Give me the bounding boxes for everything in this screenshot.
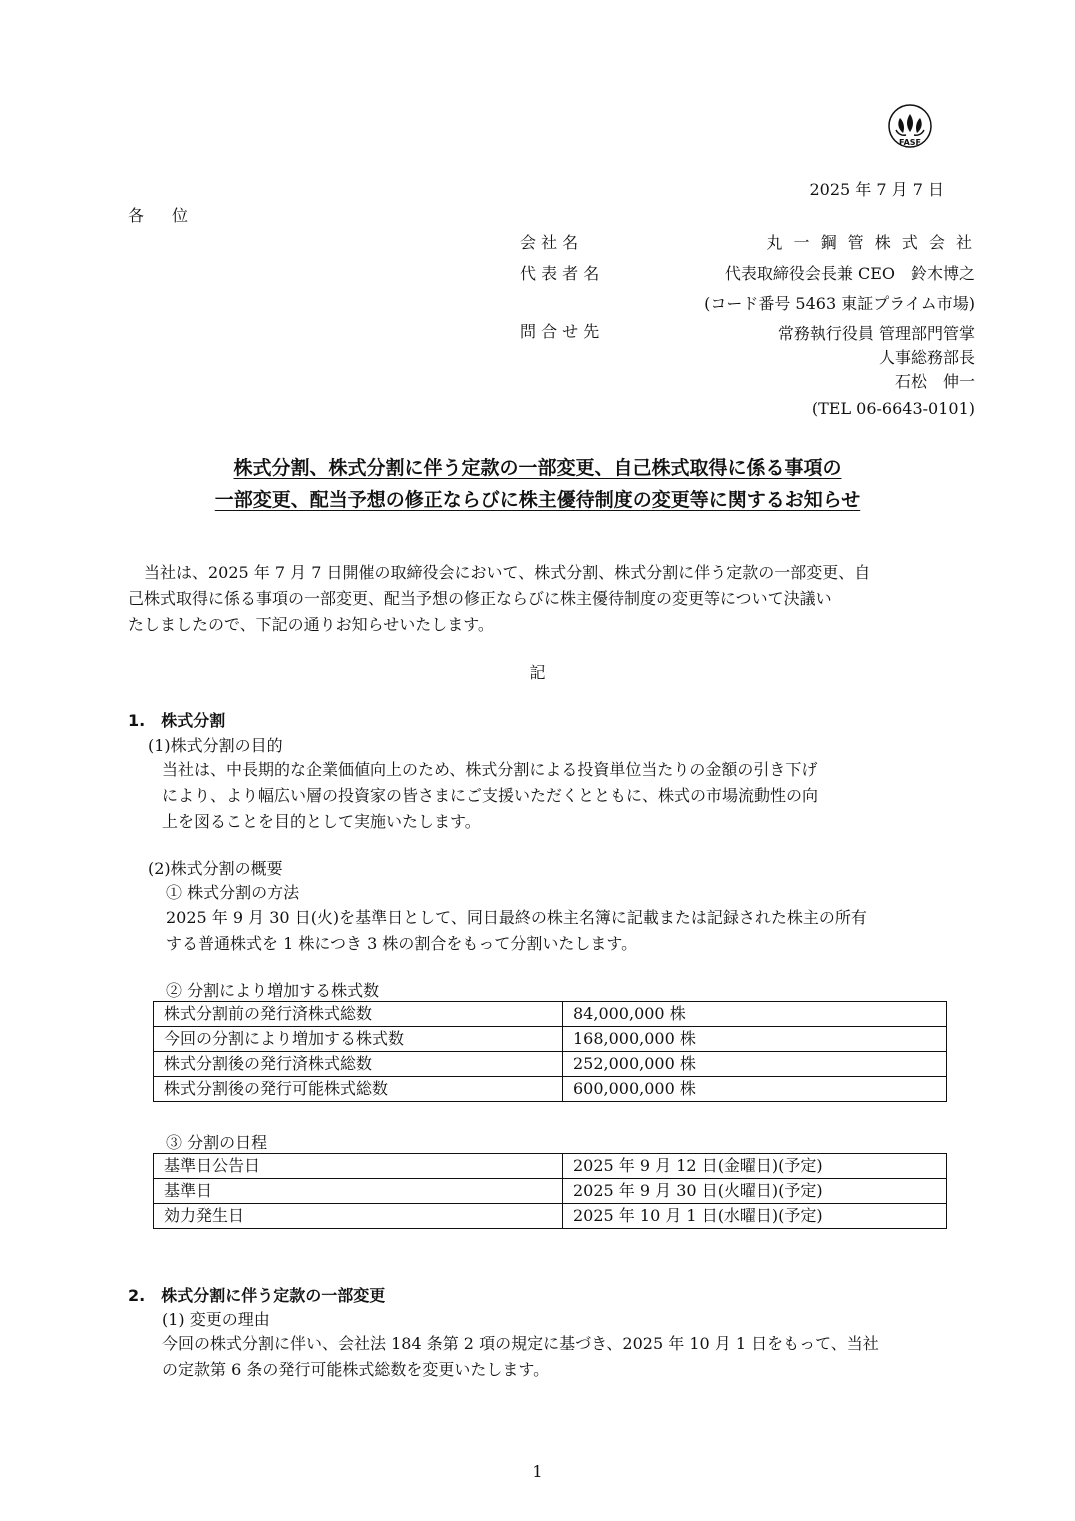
table-cell: 252,000,000 株 — [563, 1052, 947, 1077]
table-cell: 株式分割後の発行可能株式総数 — [154, 1077, 563, 1102]
ki-marker: 記 — [529, 663, 546, 682]
table-row — [154, 1077, 947, 1102]
intro-line-3: たしましたので、下記の通りお知らせいたします。 — [128, 615, 494, 634]
section-1-1-heading: (1)株式分割の目的 — [148, 736, 283, 755]
contact-label: 問 合 せ 先 — [520, 322, 600, 341]
split-method-body — [166, 905, 867, 957]
document-date: 2025 年 7 月 7 日 — [809, 180, 944, 199]
contact-tel: (TEL 06-6643-0101) — [811, 399, 975, 418]
table-row — [154, 1002, 947, 1027]
contact-person: 石松 伸一 — [894, 372, 975, 391]
split-schedule-heading: ③ 分割の日程 — [166, 1133, 268, 1152]
table-row — [154, 1179, 947, 1204]
table-cell: 基準日公告日 — [154, 1154, 563, 1179]
table-cell: 基準日 — [154, 1179, 563, 1204]
intro-paragraph — [128, 560, 870, 638]
section-1-1-body — [162, 757, 818, 835]
contact-title-2: 人事総務部長 — [878, 348, 975, 367]
table-row — [154, 1204, 947, 1229]
share-increase-table — [153, 1001, 947, 1102]
company-label: 会 社 名 — [520, 233, 579, 252]
page-number: 1 — [532, 1462, 543, 1481]
title-line-1: 株式分割、株式分割に伴う定款の一部変更、自己株式取得に係る事項の — [233, 457, 842, 479]
section-1-2-heading: (2)株式分割の概要 — [148, 859, 283, 878]
purpose-line-2: により、より幅広い層の投資家の皆さまにご支援いただくとともに、株式の市場流動性の向 — [162, 786, 819, 805]
table-cell: 168,000,000 株 — [563, 1027, 947, 1052]
stock-code: (コード番号 5463 東証プライム市場) — [704, 294, 975, 313]
logo-text: FASF — [899, 138, 921, 147]
document-title — [0, 452, 1075, 516]
amendment-line-1: 今回の株式分割に伴い、会社法 184 条第 2 項の規定に基づき、2025 年 10 月 1 日をもって、当社 — [162, 1334, 879, 1353]
fasf-logo — [884, 104, 936, 152]
method-line-1: 2025 年 9 月 30 日(火)を基準日として、同日最終の株主名簿に記載または記録された株主の所有 — [166, 908, 867, 927]
contact-title-1: 常務執行役員 管理部門管掌 — [777, 324, 975, 343]
table-row — [154, 1052, 947, 1077]
table-cell: 効力発生日 — [154, 1204, 563, 1229]
representative-name: 代表取締役会長兼 CEO 鈴木博之 — [724, 264, 975, 283]
table-row — [154, 1027, 947, 1052]
purpose-line-1: 当社は、中長期的な企業価値向上のため、株式分割による投資単位当たりの金額の引き下げ — [162, 760, 818, 779]
split-method-heading: ① 株式分割の方法 — [166, 883, 300, 902]
company-name: 丸 一 鋼 管 株 式 会 社 — [766, 233, 975, 252]
intro-line-2: 己株式取得に係る事項の一部変更、配当予想の修正ならびに株主優待制度の変更等について決議い — [128, 589, 832, 608]
addressee: 各位 — [128, 206, 217, 225]
share-increase-heading: ② 分割により増加する株式数 — [166, 981, 380, 1000]
table-cell: 84,000,000 株 — [563, 1002, 947, 1027]
split-schedule-table — [153, 1153, 947, 1229]
table-row — [154, 1154, 947, 1179]
section-1-heading: 1. 株式分割 — [128, 711, 226, 730]
table-cell: 2025 年 9 月 30 日(火曜日)(予定) — [563, 1179, 947, 1204]
section-2-1-heading: (1) 変更の理由 — [162, 1310, 270, 1329]
section-2-1-body — [162, 1331, 879, 1383]
section-2-heading: 2. 株式分割に伴う定款の一部変更 — [128, 1286, 386, 1305]
table-cell: 株式分割後の発行済株式総数 — [154, 1052, 563, 1077]
table-cell: 2025 年 9 月 12 日(金曜日)(予定) — [563, 1154, 947, 1179]
method-line-2: する普通株式を 1 株につき 3 株の割合をもって分割いたします。 — [166, 934, 638, 953]
table-cell: 2025 年 10 月 1 日(水曜日)(予定) — [563, 1204, 947, 1229]
intro-line-1: 当社は、2025 年 7 月 7 日開催の取締役会において、株式分割、株式分割に伴う定款の一部変更、自 — [128, 563, 871, 582]
table-cell: 株式分割前の発行済株式総数 — [154, 1002, 563, 1027]
representative-label: 代 表 者 名 — [520, 264, 600, 283]
table-cell: 600,000,000 株 — [563, 1077, 947, 1102]
purpose-line-3: 上を図ることを目的として実施いたします。 — [162, 812, 481, 831]
title-line-2: 一部変更、配当予想の修正ならびに株主優待制度の変更等に関するお知らせ — [214, 489, 861, 511]
amendment-line-2: の定款第 6 条の発行可能株式総数を変更いたします。 — [162, 1360, 550, 1379]
table-cell: 今回の分割により増加する株式数 — [154, 1027, 563, 1052]
